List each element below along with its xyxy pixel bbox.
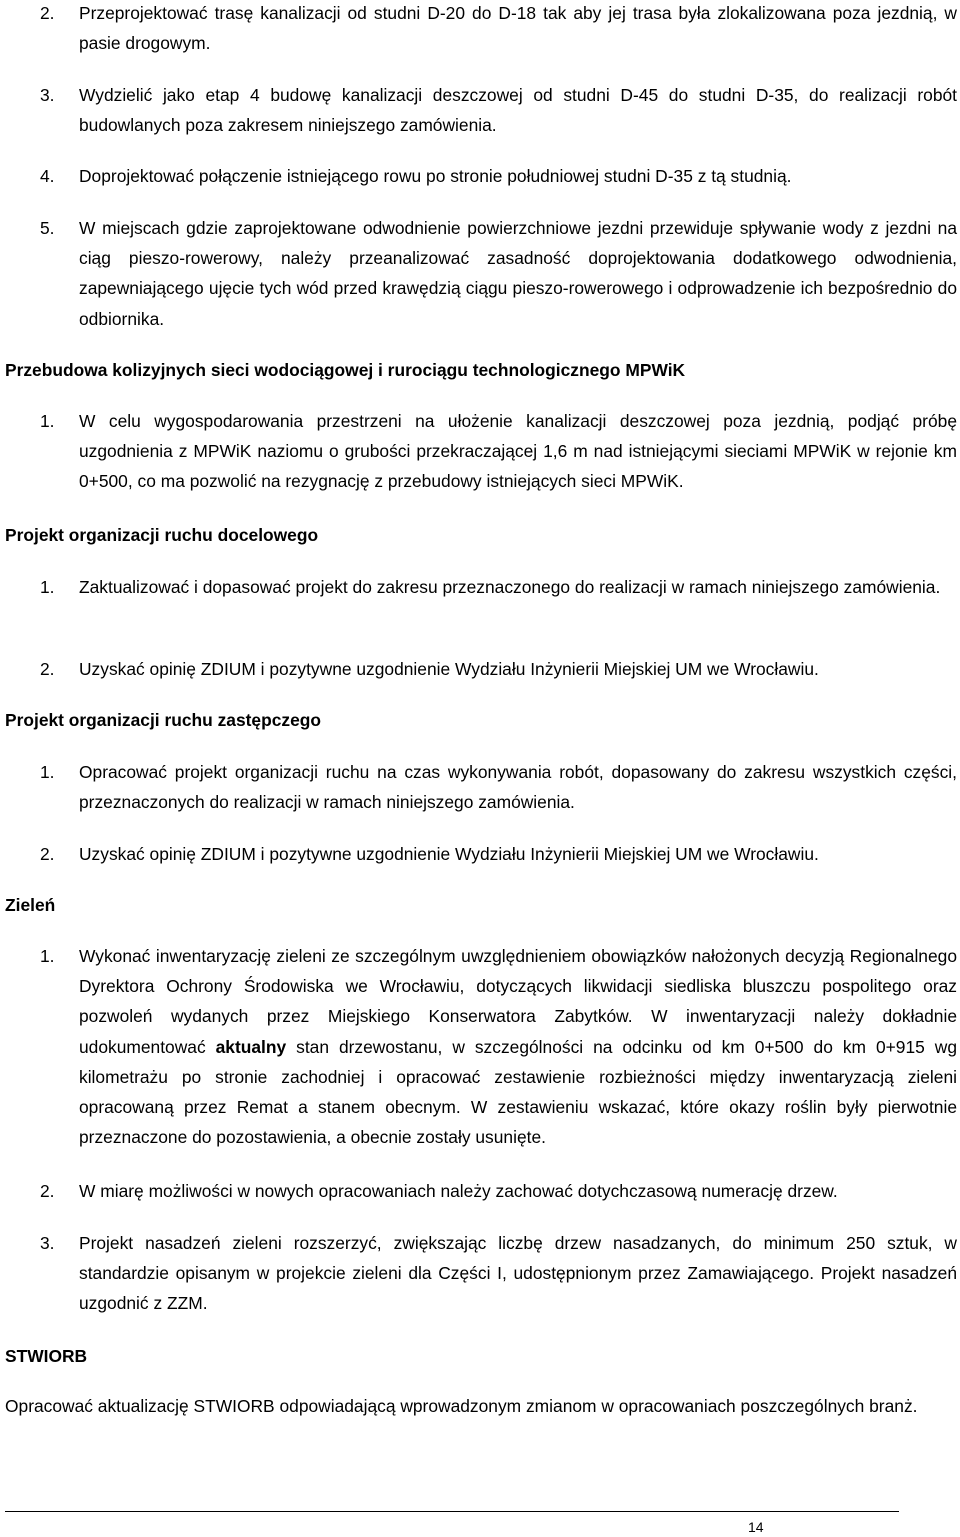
page-number: 14: [748, 1519, 764, 1535]
list-item: [0, 161, 957, 191]
list-item: [0, 572, 957, 602]
section-heading-traffic-target: Projekt organizacji ruchu docelowego: [5, 525, 319, 545]
list-text: Przeprojektować trasę kanalizacji od studni D-20 do D-18 tak aby jej trasa była zlokalizowana poza jezdnią, w pasie drogowym.: [79, 3, 957, 54]
list-number: 2.: [40, 1181, 55, 1201]
list-text: [79, 941, 957, 1152]
list-item: [0, 213, 957, 334]
list-number: 1.: [40, 577, 55, 597]
text-run: stan drzewostanu, w szczególności na odcinku od km 0+500 do km 0+915 wg kilometrażu po stronie zachodniej i opracować zestawienie rozbieżności między inwentaryzacją zieleni opracowaną przez Remat a stanem obecnym. W zestawieniu wskazać, które okazy roślin były pierwotnie przeznaczone do pozostawienia, a obecnie zostały usunięte.: [79, 1036, 957, 1148]
list-item: [0, 1176, 957, 1206]
list-item: [0, 654, 957, 684]
emphasis-text: aktualny: [215, 1036, 287, 1057]
list-item: [0, 757, 957, 817]
list-number: 3.: [40, 85, 55, 105]
section-heading-traffic-temporary: Projekt organizacji ruchu zastępczego: [5, 710, 322, 730]
list-number: 3.: [40, 1233, 55, 1253]
paragraph: Opracować aktualizację STWIORB odpowiadającą wprowadzonym zmianom w opracowaniach poszczególnych branż.: [5, 1396, 918, 1416]
section-heading-stwiorb: STWIORB: [5, 1346, 88, 1366]
list-number: 1.: [40, 411, 55, 431]
list-text: Opracować projekt organizacji ruchu na czas wykonywania robót, dopasowany do zakresu wszystkich części, przeznaczonych do realizacji w ramach niniejszego zamówienia.: [79, 762, 957, 813]
list-text: Projekt nasadzeń zieleni rozszerzyć, zwiększając liczbę drzew nasadzanych, do minimum 250 sztuk, w standardzie opisanym w projekcie zieleni dla Części I, udostępnionym przez Zamawiającego. Projekt nasadzeń uzgodnić z ZZM.: [79, 1233, 957, 1314]
list-number: 2.: [40, 659, 55, 679]
list-text: Uzyskać opinię ZDIUM i pozytywne uzgodnienie Wydziału Inżynierii Miejskiej UM we Wrocławiu.: [79, 844, 819, 864]
list-item: [0, 406, 957, 497]
list-number: 2.: [40, 3, 55, 23]
list-number: 4.: [40, 166, 55, 186]
text-run: Wykonać inwentaryzację zieleni ze szczególnym uwzględnieniem obowiązków nałożonych decyzją Regionalnego Dyrektora Ochrony Środowiska we Wrocławiu, dotyczących likwidacji siedliska bluszczu pospolitego oraz pozwoleń wydanych przez Miejskiego Konserwatora Zabytków. W inwentaryzacji należy dokładnie udokumentować: [79, 946, 957, 1057]
list-number: 2.: [40, 844, 55, 864]
list-text: W miejscach gdzie zaprojektowane odwodnienie powierzchniowe jezdni przewiduje spływanie wody z jezdni na ciąg pieszo-rowerowy, należy przeanalizować zasadność doprojektowania dodatkowego odwodnienia, zapewniającego ujęcie tych wód przed krawędzią ciągu pieszo-rowerowego i odprowadzenie ich bezpośrednio do odbiornika.: [79, 218, 957, 329]
list-text: W miarę możliwości w nowych opracowaniach należy zachować dotychczasową numerację drzew.: [79, 1181, 838, 1201]
section-heading-mpwik: Przebudowa kolizyjnych sieci wodociągowej i rurociągu technologicznego MPWiK: [5, 360, 686, 380]
section-heading-greenery: Zieleń: [5, 895, 56, 915]
list-item: [0, 0, 957, 58]
list-item: [0, 941, 957, 1152]
list-text: Uzyskać opinię ZDIUM i pozytywne uzgodnienie Wydziału Inżynierii Miejskiej UM we Wrocławiu.: [79, 659, 819, 679]
footer-divider: [5, 1511, 899, 1512]
list-item: [0, 839, 957, 869]
list-number: 1.: [40, 762, 55, 782]
list-item: [0, 80, 957, 140]
list-text: Zaktualizować i dopasować projekt do zakresu przeznaczonego do realizacji w ramach niniejszego zamówienia.: [79, 577, 941, 597]
list-number: 1.: [40, 946, 55, 966]
list-number: 5.: [40, 218, 55, 238]
list-text: Doprojektować połączenie istniejącego rowu po stronie południowej studni D-35 z tą studnią.: [79, 166, 792, 186]
list-text: W celu wygospodarowania przestrzeni na ułożenie kanalizacji deszczowej poza jezdnią, podjąć próbę uzgodnienia z MPWiK naziomu o grubości przekraczającej 1,6 m nad istniejącymi sieciami MPWiK w rejonie km 0+500, co ma pozwolić na rezygnację z przebudowy istniejących sieci MPWiK.: [79, 411, 957, 492]
list-text: Wydzielić jako etap 4 budowę kanalizacji deszczowej od studni D-45 do studni D-35, do realizacji robót budowlanych poza zakresem niniejszego zamówienia.: [79, 85, 957, 136]
list-item: [0, 1228, 957, 1319]
